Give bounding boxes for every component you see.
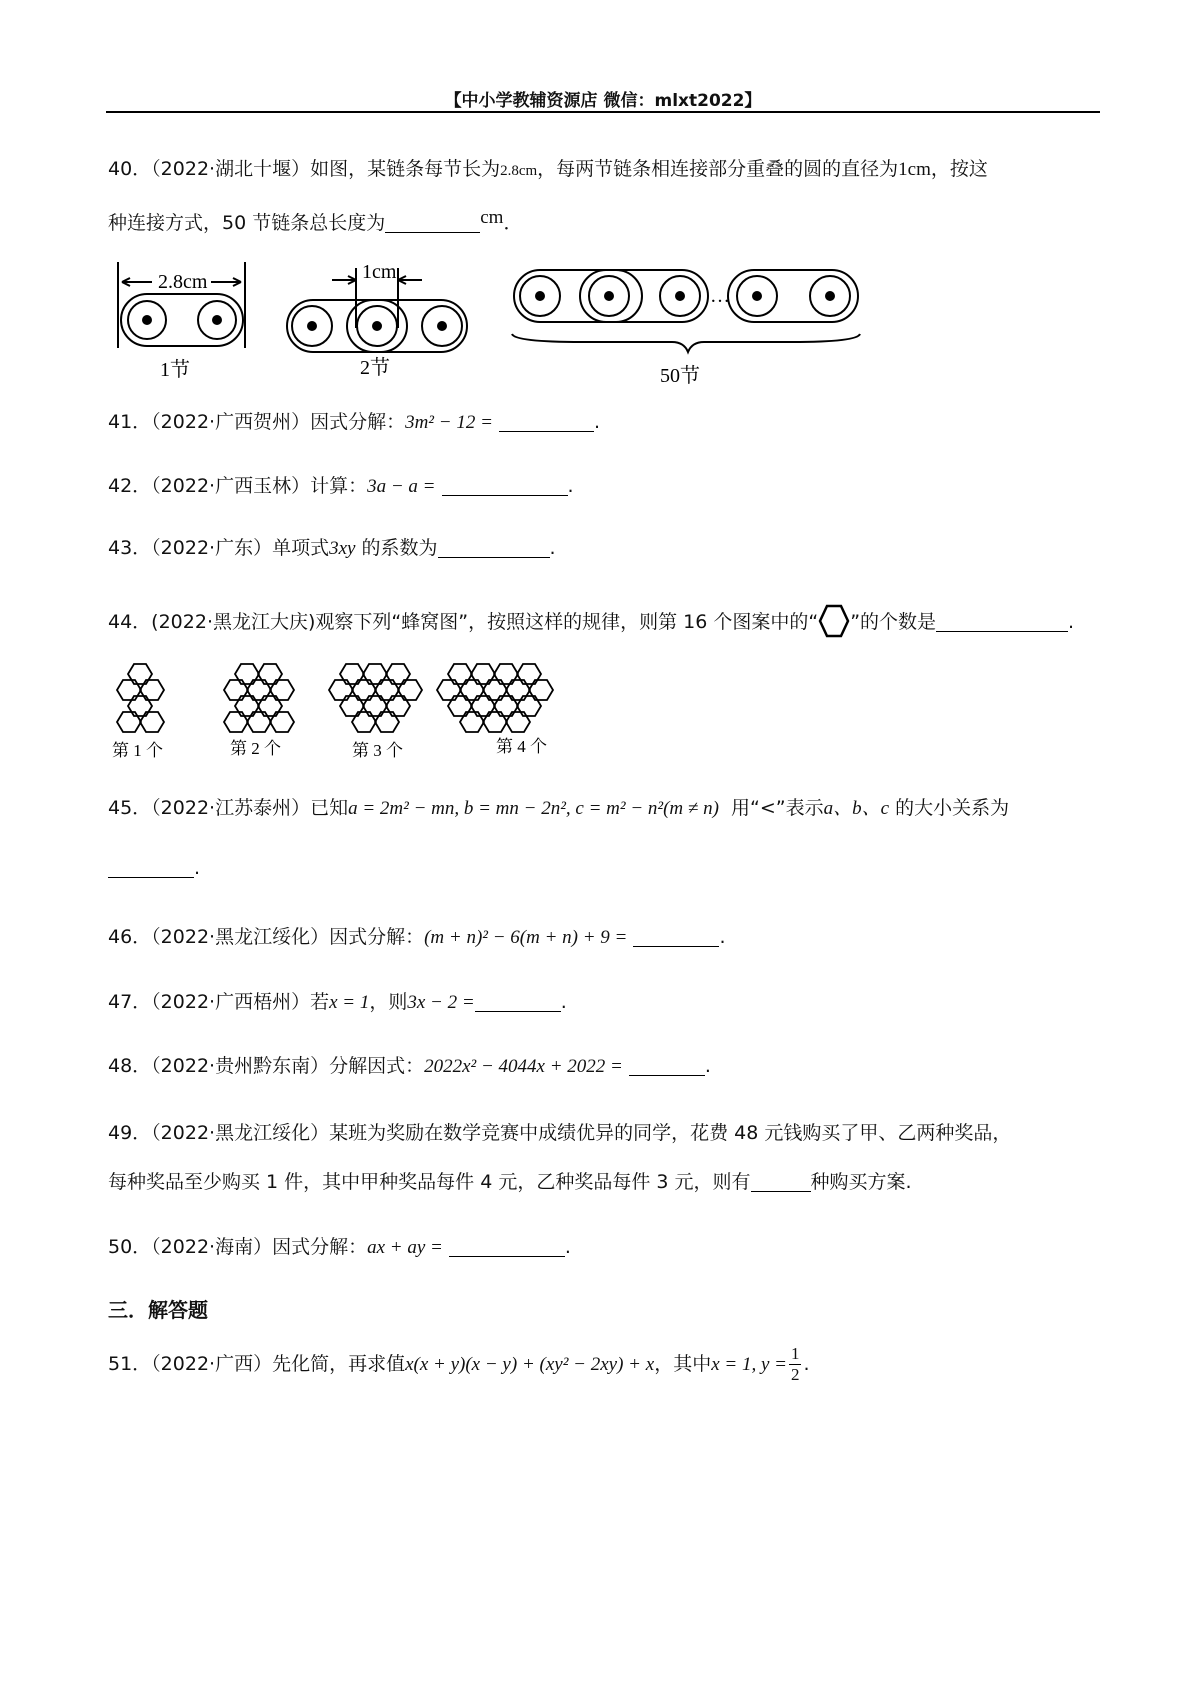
chain-figure [112, 258, 912, 388]
caption-figure-2: 第 2 个 [230, 739, 281, 758]
math-expression: x(x + y)(x − y) + (xy² − 2xy) + x [405, 1354, 655, 1375]
math-expression: (m + n)² − 6(m + n) + 9 = [424, 927, 628, 948]
question-46: 46．（2022·黑龙江绥化）因式分解：(m + n)² − 6(m + n) + 9 = . [108, 926, 726, 948]
condition: x = 1, y = [711, 1354, 787, 1375]
caption-1-section: 1节 [160, 359, 190, 381]
answer-blank[interactable] [629, 1055, 705, 1076]
label-1cm: 1cm [362, 261, 397, 283]
answer-blank[interactable] [438, 537, 550, 558]
ellipsis: … [710, 285, 730, 307]
question-45-line1: 45．（2022·江苏泰州）已知a = 2m² − mn, b = mn − 2n², c = m² − n²(m ≠ n) 用“<”表示a、b、c 的大小关系为 [108, 797, 1010, 819]
caption-figure-3: 第 3 个 [352, 741, 403, 760]
question-50: 50．（2022·海南）因式分解：ax + ay = . [108, 1236, 571, 1258]
page-header: 【中小学教辅资源店 微信：mlxt2022】 [444, 91, 762, 111]
answer-blank[interactable] [475, 991, 561, 1012]
question-44: 44．(2022·黑龙江大庆)观察下列“蜂窝图”，按照这样的规律，则第 16 个图案中的“ ”的个数是 . [108, 604, 1098, 638]
question-43: 43．（2022·广东）单项式3xy 的系数为 . [108, 537, 556, 559]
header-divider [106, 111, 1100, 113]
question-49-line2: 每种奖品至少购买 1 件，其中甲种奖品每件 4 元，乙种奖品每件 3 元，则有 种购买方案. [108, 1171, 912, 1193]
question-40-line2: 种连接方式，50 节链条总长度为 cm． [108, 207, 523, 234]
section-heading: 三．解答题 [108, 1298, 208, 1322]
answer-blank[interactable] [442, 475, 568, 496]
math-expression: 3m² − 12 = [405, 412, 493, 433]
question-49-line1: 49．（2022·黑龙江绥化）某班为奖励在数学竞赛中成绩优异的同学，花费 48 元钱购买了甲、乙两种奖品， [108, 1122, 1012, 1144]
question-51: 51．（2022·广西）先化简，再求值x(x + y)(x − y) + (xy² − 2xy) + x，其中x = 1, y = $\frac{1}{2}$ . [108, 1344, 810, 1384]
condition: x = 1 [329, 992, 370, 1013]
answer-blank[interactable] [633, 926, 719, 947]
caption-figure-1: 第 1 个 [112, 741, 163, 760]
answer-blank[interactable] [449, 1236, 565, 1257]
math-expression: 3xy [329, 538, 356, 559]
caption-2-sections: 2节 [360, 357, 390, 379]
math-expression: 3a − a = [367, 476, 436, 497]
question-41: 41．（2022·广西贺州）因式分解：3m² − 12 = . [108, 411, 600, 433]
question-47: 47．（2022·广西梧州）若x = 1，则3x − 2 = . [108, 991, 567, 1013]
answer-blank[interactable] [751, 1171, 811, 1192]
math-expression: a = 2m² − mn, b = mn − 2n², c = m² − n²(m ≠ n) [348, 798, 719, 819]
caption-50-sections: 50节 [660, 365, 700, 387]
answer-blank[interactable] [936, 611, 1068, 632]
question-42: 42．（2022·广西玉林）计算：3a − a = . [108, 475, 574, 497]
honeycomb-figure [112, 660, 602, 768]
question-45-line2: . [108, 853, 1098, 883]
question-48: 48．（2022·贵州黔东南）分解因式：2022x² − 4044x + 2022 = . [108, 1055, 711, 1077]
math-expression: ax + ay = [367, 1237, 443, 1258]
fraction-one-half: $\frac{1}{2}$ [790, 1344, 800, 1384]
math-expression: 3x − 2 = [407, 992, 475, 1013]
length-value: 2.8cm [500, 163, 538, 179]
hexagon-icon [818, 604, 850, 638]
diameter-value: 1cm [898, 159, 931, 180]
label-2.8cm: 2.8cm [158, 271, 208, 293]
answer-blank[interactable] [108, 857, 194, 878]
math-expression: 2022x² − 4044x + 2022 = [424, 1056, 623, 1077]
question-40-line1: 40．（2022·湖北十堰）如图，某链条每节长为2.8cm，每两节链条相连接部分重叠的圆的直径为1cm，按这 [108, 158, 988, 180]
caption-figure-4: 第 4 个 [496, 737, 547, 756]
answer-blank[interactable] [385, 212, 480, 233]
answer-blank[interactable] [499, 411, 594, 432]
